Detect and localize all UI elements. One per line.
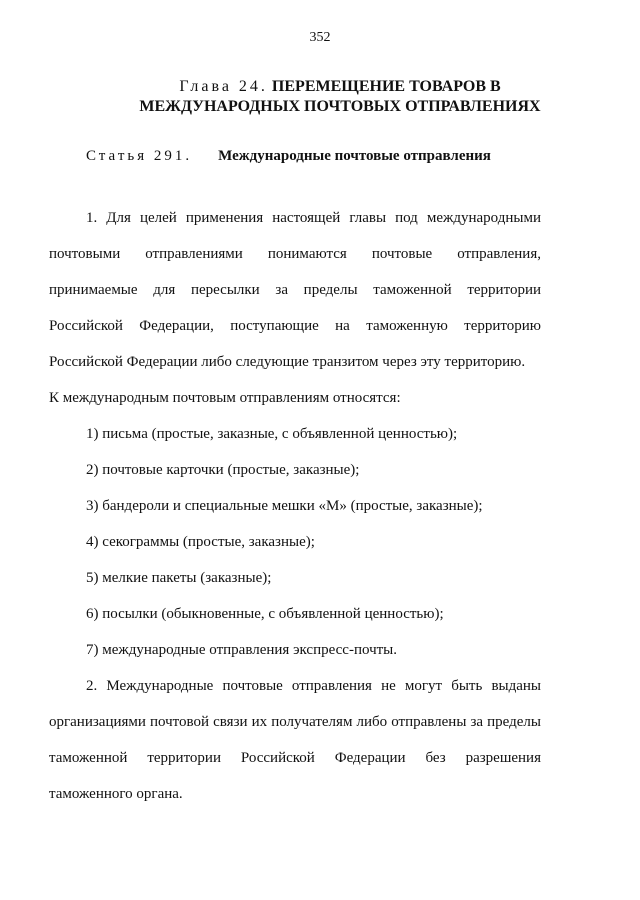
list-item: 5) мелкие пакеты (заказные); [86, 570, 272, 586]
article-heading [86, 148, 606, 165]
chapter-heading [60, 77, 620, 117]
list-item: 3) бандероли и специальные мешки «М» (простые, заказные); [86, 498, 483, 514]
list-item: 7) международные отправления экспресс-почты. [86, 642, 398, 658]
list-intro: К международным почтовым отправлениям относятся: [49, 390, 401, 406]
list-item: 1) письма (простые, заказные, с объявленной ценностью); [86, 426, 458, 442]
paragraph-1: 1. Для целей применения настоящей главы под международными почтовыми отправлениями понимаются почтовые отправления, принимаемые для пересылки за пределы таможенной территории Российской Федерации, поступающие на таможенную территорию Российской Федерации либо следующие транзитом через эту территорию. [49, 210, 541, 370]
list-item: 4) секограммы (простые, заказные); [86, 534, 315, 550]
list-item: 6) посылки (обыкновенные, с объявленной ценностью); [86, 606, 444, 622]
chapter-title-line2: МЕЖДУНАРОДНЫХ ПОЧТОВЫХ ОТПРАВЛЕНИЯХ [139, 98, 541, 115]
article-title: Международные почтовые отправления [218, 148, 491, 164]
page-number: 352 [309, 30, 331, 45]
chapter-title-line1: ПЕРЕМЕЩЕНИЕ ТОВАРОВ В [271, 78, 501, 95]
paragraph-2: 2. Международные почтовые отправления не могут быть выданы организациями почтовой связи их получателям либо отправлены за пределы таможенной территории Российской Федерации без разрешения таможенного органа. [49, 678, 541, 802]
article-body [49, 200, 541, 812]
article-label: Статья 291. [86, 148, 193, 164]
list-item: 2) почтовые карточки (простые, заказные); [86, 462, 360, 478]
chapter-label: Глава 24. [179, 78, 268, 95]
